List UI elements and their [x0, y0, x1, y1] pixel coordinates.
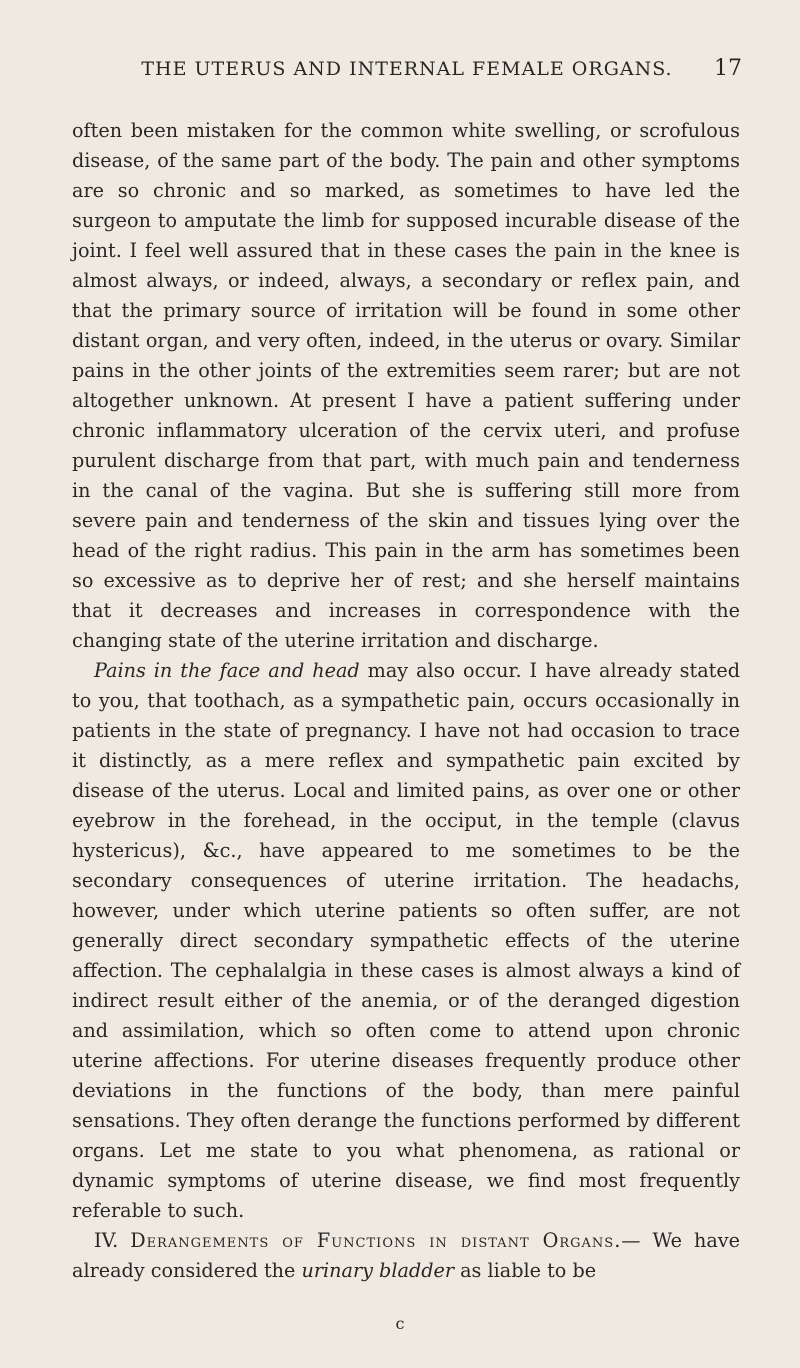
- running-head: [72, 54, 742, 84]
- paragraph-2-text: may also occur. I have already stated to you, that toothach, as a sympathetic pain, occurs occasionally in patients in the state of pregnancy. I have not had occasion to trace it distinctly, as a mere reflex and sympathetic pain excited by disease of the uterus. Local and limited pains, as over one or other eyebrow in the forehead, in the occiput, in the temple (clavus hystericus), &c., have appeared to me sometimes to be the secondary consequences of uterine irritation. The headachs, however, under which uterine patients so often suffer, are not generally direct secondary sympathetic effects of the uterine affection. The cephalalgia in these cases is almost always a kind of indirect result either of the anemia, or of the deranged digestion and assimilation, which so often come to attend upon chronic uterine affections. For uterine diseases frequently produce other deviations in the functions of the body, than mere painful sensations. They often derange the functions performed by different organs. Let me state to you what phenomena, as rational or dynamic symptoms of uterine disease, we find most frequently referable to such.: [72, 659, 740, 1222]
- section-heading: Derangements of Functions in distant Organs.: [130, 1229, 622, 1252]
- section-number: IV.: [94, 1229, 131, 1252]
- paragraph-3-italic: urinary bladder: [301, 1259, 455, 1282]
- running-title: THE UTERUS AND INTERNAL FEMALE ORGANS.: [141, 58, 673, 80]
- signature-mark: c: [395, 1314, 405, 1333]
- body-text: [72, 116, 740, 1286]
- paragraph-3-text-start: We have already considered the: [72, 1229, 740, 1282]
- paragraph-2: [72, 656, 740, 1226]
- paragraph-2-italic-lead: Pains in the face and head: [94, 659, 360, 682]
- section-heading-dash: —: [621, 1229, 641, 1252]
- paragraph-3: [72, 1226, 740, 1286]
- page-number: 17: [714, 56, 742, 81]
- paragraph-1: often been mistaken for the common white swelling, or scrofulous disease, of the same part of the body. The pain and other symptoms are so chronic and so marked, as sometimes to have led the surgeon to amputate the limb for supposed incurable disease of the joint. I feel well assured that in these cases the pain in the knee is almost always, or indeed, always, a secondary or reflex pain, and that the primary source of irritation will be found in some other distant organ, and very often, indeed, in the uterus or ovary. Similar pains in the other joints of the extremities seem rarer; but are not altogether unknown. At present I have a patient suffering under chronic inflammatory ulceration of the cervix uteri, and profuse purulent discharge from that part, with much pain and tenderness in the canal of the vagina. But she is suffering still more from severe pain and tenderness of the skin and tissues lying over the head of the right radius. This pain in the arm has sometimes been so excessive as to deprive her of rest; and she herself maintains that it decreases and increases in correspondence with the changing state of the uterine irritation and discharge.: [72, 119, 740, 652]
- paragraph-3-text-end: as liable to be: [454, 1259, 597, 1282]
